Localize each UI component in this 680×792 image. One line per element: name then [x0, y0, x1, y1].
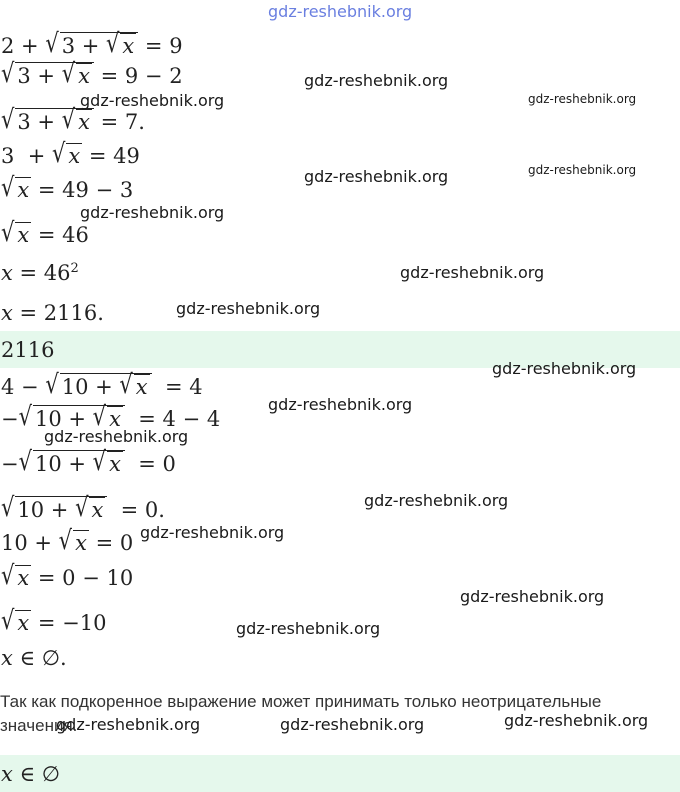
equation-line: √ x = −10: [1, 605, 107, 635]
watermark: gdz-reshebnik.org: [492, 359, 637, 378]
watermark: gdz-reshebnik.org: [56, 715, 201, 734]
watermark: gdz-reshebnik.org: [528, 92, 637, 106]
equation-line: √ 3 + √ x = 7.: [1, 104, 145, 134]
watermark: gdz-reshebnik.org: [304, 167, 449, 186]
watermark: gdz-reshebnik.org: [140, 523, 285, 542]
watermark: gdz-reshebnik.org: [44, 427, 189, 446]
equation-line: 3 + √ x = 49: [1, 138, 140, 168]
watermark: gdz-reshebnik.org: [304, 71, 449, 90]
watermark: gdz-reshebnik.org: [236, 619, 381, 638]
explanation-text: Так как подкоренное выражение может принимать только неотрицательные значения.: [0, 692, 602, 735]
watermark: gdz-reshebnik.org: [504, 711, 649, 730]
watermark: gdz-reshebnik.org: [80, 203, 225, 222]
answer-box: [0, 755, 680, 792]
equation-line: −√ 10 + √ x = 0: [1, 446, 176, 476]
equation-line: x ∈ ∅.: [1, 646, 67, 670]
answer-text: 2116: [1, 338, 55, 362]
equation-line: 4 − √ 10 + √ x = 4: [1, 369, 203, 399]
equation-line: √ 10 + √ x = 0.: [1, 492, 165, 522]
equation-line: −√ 10 + √ x = 4 − 4: [1, 401, 221, 431]
watermark: gdz-reshebnik.org: [460, 587, 605, 606]
equation-line: x = 2116.: [1, 301, 104, 325]
equation-line: $x = 46^2$: [1, 261, 79, 285]
watermark: gdz-reshebnik.org: [400, 263, 545, 282]
equation-line: 2 + √ 3 + √ x = 9: [1, 28, 183, 58]
equation-line: √ x = 49 − 3: [1, 172, 134, 202]
equation-line: 10 + √ x = 0: [1, 525, 134, 555]
watermark: gdz-reshebnik.org: [176, 299, 321, 318]
watermark: gdz-reshebnik.org: [364, 491, 509, 510]
answer-text: x ∈ ∅: [1, 762, 61, 786]
watermark: gdz-reshebnik.org: [280, 715, 425, 734]
equation-line: √ 3 + √ x = 9 − 2: [1, 58, 183, 88]
watermark: gdz-reshebnik.org: [80, 91, 225, 110]
equation-line: √ x = 46: [1, 217, 89, 247]
watermark: gdz-reshebnik.org: [528, 163, 637, 177]
watermark: gdz-reshebnik.org: [268, 395, 413, 414]
watermark: gdz-reshebnik.org: [268, 2, 413, 21]
equation-line: √ x = 0 − 10: [1, 560, 134, 590]
